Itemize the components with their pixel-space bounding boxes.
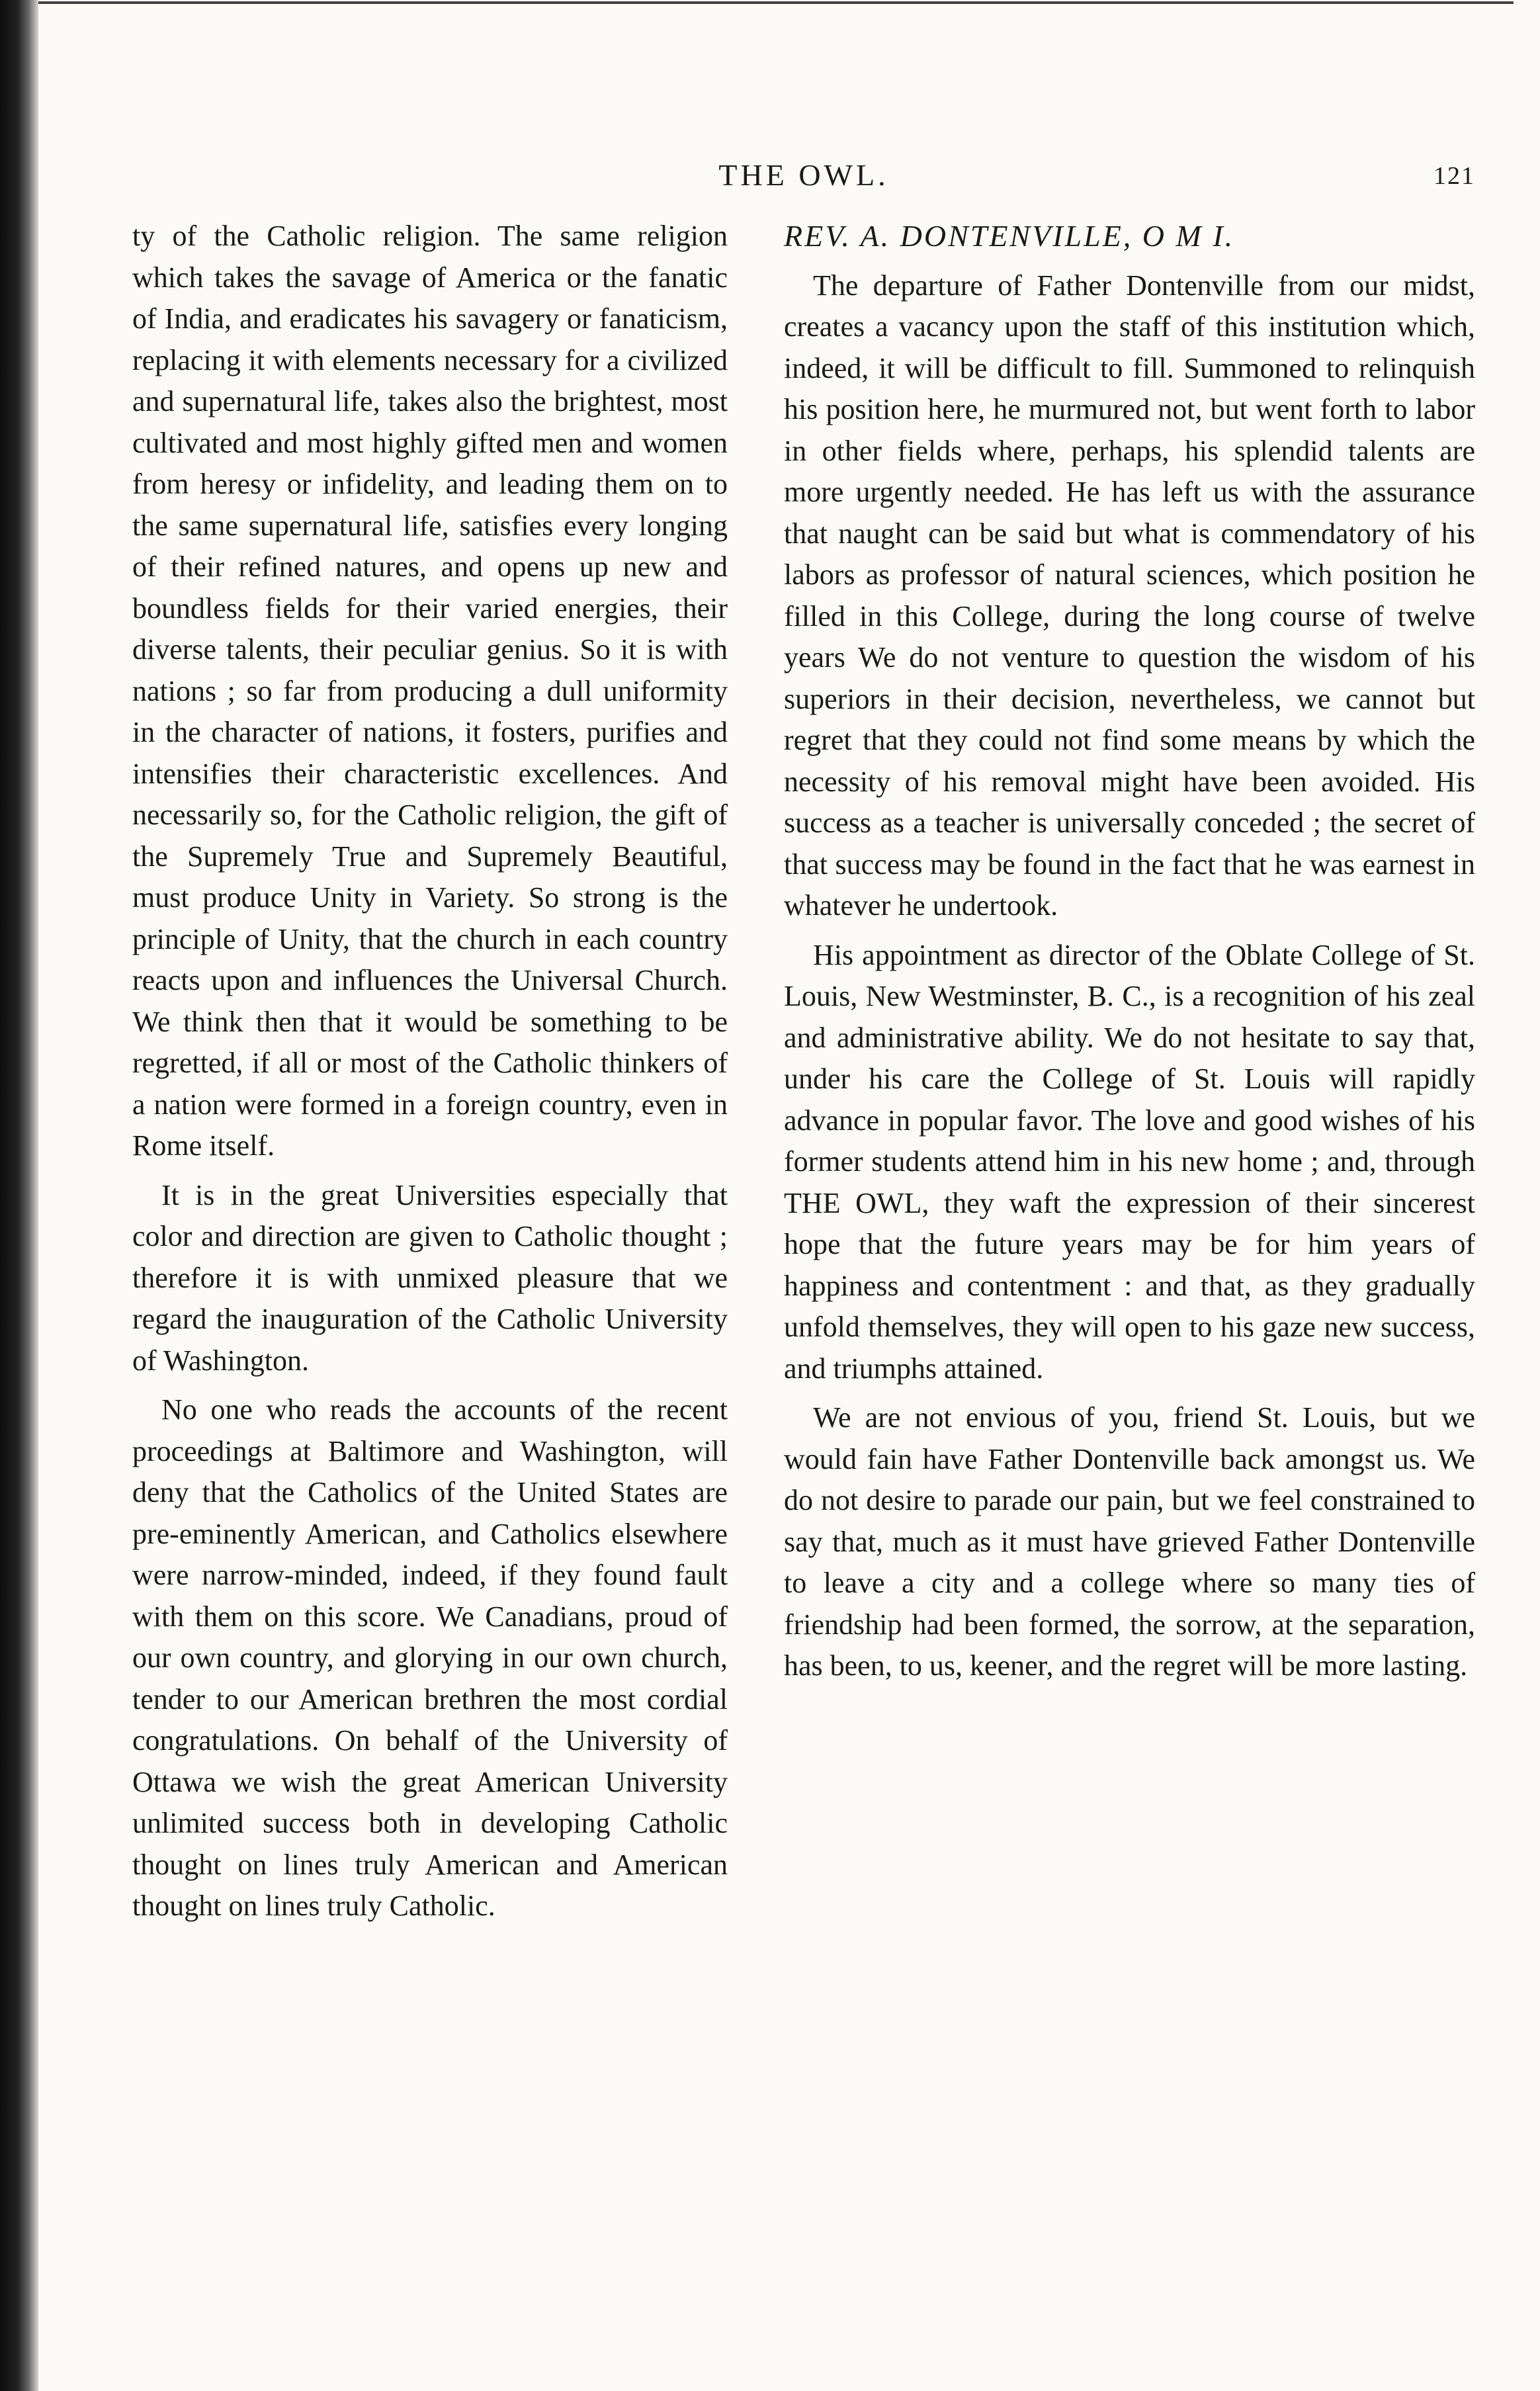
page-number: 121: [1433, 162, 1475, 190]
page-header: [132, 157, 1475, 197]
right-paragraph-3: We are not envious of you, friend St. Louis, but we would fain have Father Dontenville back amongst us. We do not desire to parade our pain, but we feel constrained to say that, much as it must have grieved Father Dontenville to leave a city and a college where so many ties of friendship had been formed, the sorrow, at the separation, has been, to us, keener, and the regret will be more lasting.: [784, 1401, 1475, 1682]
left-paragraph-2: It is in the great Universities especially that color and direction are given to Catholic thought ; therefore it is with unmixed pleasure that we regard the inauguration of the Catholic University of Washington.: [132, 1178, 728, 1377]
right-column: [784, 216, 1475, 1687]
right-paragraph-2: His appointment as director of the Oblate College of St. Louis, New Westminster, B. C., is a recognition of his zeal and administrative ability. We do not hesitate to say that, under his care the College of St. Louis will rapidly advance in popular favor. The love and good wishes of his former students attend him in his new home ; and, through THE OWL, they waft the expression of their sincerest hope that the future years may be for him years of happiness and contentment : and that, as they gradually unfold themselves, they will open to his gaze new success, and triumphs attained.: [784, 938, 1475, 1385]
running-title: THE OWL.: [718, 158, 889, 192]
left-column: [132, 216, 728, 1927]
left-paragraph-1: ty of the Catholic religion. The same religion which takes the savage of America or the fanatic of India, and eradicates his savagery or fanaticism, replacing it with elements necessary for a civilized and supernatural life, takes also the brightest, most cultivated and most highly gifted men and women from heresy or infidelity, and leading them on to the same supernatural life, satisfies every longing of their refined natures, and opens up new and boundless fields for their varied energies, their diverse talents, their peculiar genius. So it is with nations ; so far from producing a dull uniformity in the character of nations, it fosters, purifies and intensifies their characteristic excellences. And necessarily so, for the Catholic religion, the gift of the Supremely True and Supremely Beautiful, must produce Unity in Variety. So strong is the principle of Unity, that the church in each country reacts upon and influences the Universal Church. We think then that it would be something to be regretted, if all or most of the Catholic thinkers of a nation were formed in a foreign country, even in Rome itself.: [132, 220, 728, 1162]
article-title: REV. A. DONTENVILLE, O M I.: [784, 219, 1235, 253]
left-paragraph-3: No one who reads the accounts of the recent proceedings at Baltimore and Washington, will deny that the Catholics of the United States are pre-eminently American, and Catholics elsewhere were narrow-minded, indeed, if they found fault with them on this score. We Canadians, proud of our own country, and glorying in our own church, tender to our American brethren the most cordial congratulations. On behalf of the University of Ottawa we wish the great American University unlimited success both in developing Catholic thought on lines truly American and American thought on lines truly Catholic.: [132, 1393, 728, 1922]
book-spine-shadow: [0, 0, 38, 2391]
right-paragraph-1: The departure of Father Dontenville from our midst, creates a vacancy upon the staff of this institution which, indeed, it will be difficult to fill. Summoned to relinquish his position here, he murmured not, but went forth to labor in other fields where, perhaps, his splendid talents are more urgently needed. He has left us with the assurance that naught can be said but what is commendatory of his labors as professor of natural sciences, which position he filled in this College, during the long course of twelve years We do not venture to question the wisdom of his superiors in their decision, nevertheless, we cannot but regret that they could not find some means by which the necessity of his removal might have been avoided. His success as a teacher is universally conceded ; the secret of that success may be found in the fact that he was earnest in whatever he undertook.: [784, 269, 1475, 922]
top-edge-line: [38, 1, 1514, 4]
